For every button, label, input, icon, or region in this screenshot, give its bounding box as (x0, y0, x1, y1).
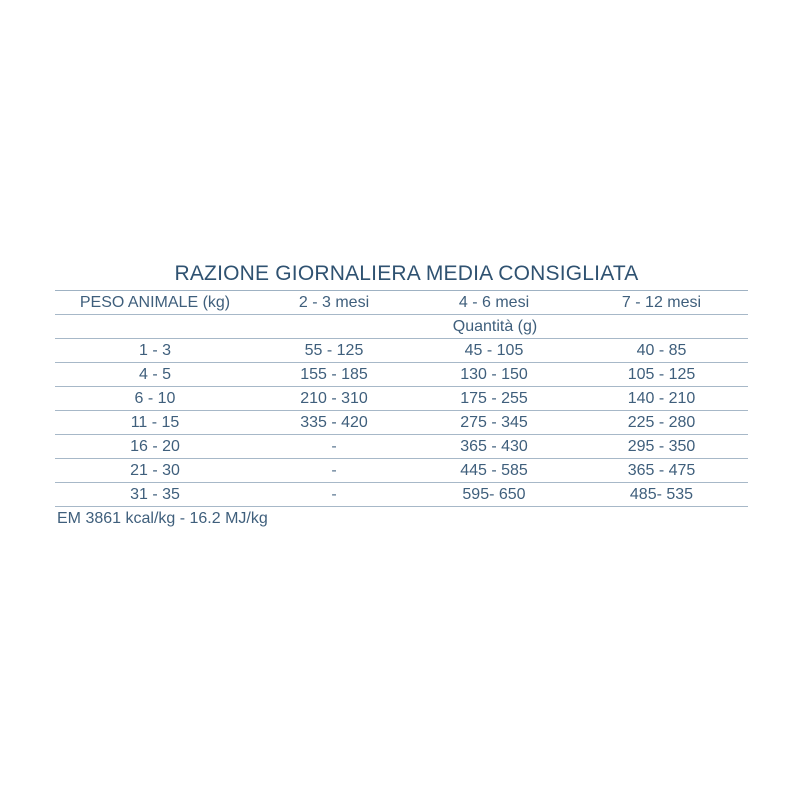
amount-cell: 335 - 420 (255, 411, 413, 435)
amount-cell: 225 - 280 (575, 411, 748, 435)
ration-table (55, 291, 748, 507)
table-row (55, 363, 748, 387)
table-row (55, 387, 748, 411)
header-row (55, 291, 748, 315)
weight-cell: 11 - 15 (55, 411, 255, 435)
quantity-subheader: Quantità (g) (255, 315, 575, 339)
amount-cell: 365 - 430 (413, 435, 575, 459)
amount-cell: 445 - 585 (413, 459, 575, 483)
amount-cell: 275 - 345 (413, 411, 575, 435)
amount-cell: - (255, 435, 413, 459)
amount-cell: 175 - 255 (413, 387, 575, 411)
amount-cell: 40 - 85 (575, 339, 748, 363)
amount-cell: 55 - 125 (255, 339, 413, 363)
weight-cell: 6 - 10 (55, 387, 255, 411)
energy-footnote: EM 3861 kcal/kg - 16.2 MJ/kg (57, 510, 268, 527)
amount-cell: 210 - 310 (255, 387, 413, 411)
subheader-row (55, 315, 748, 339)
amount-cell: - (255, 483, 413, 507)
amount-cell: 485- 535 (575, 483, 748, 507)
weight-cell: 31 - 35 (55, 483, 255, 507)
table-row (55, 339, 748, 363)
table-row (55, 411, 748, 435)
header-7-12-months: 7 - 12 mesi (575, 291, 748, 315)
table-row (55, 483, 748, 507)
weight-cell: 1 - 3 (55, 339, 255, 363)
header-4-6-months: 4 - 6 mesi (413, 291, 575, 315)
amount-cell: 45 - 105 (413, 339, 575, 363)
amount-cell: 155 - 185 (255, 363, 413, 387)
weight-cell: 16 - 20 (55, 435, 255, 459)
ration-table-section (55, 258, 748, 530)
amount-cell: 105 - 125 (575, 363, 748, 387)
amount-cell: 130 - 150 (413, 363, 575, 387)
table-row (55, 435, 748, 459)
table-title: RAZIONE GIORNALIERA MEDIA CONSIGLIATA (55, 258, 748, 291)
amount-cell: 365 - 475 (575, 459, 748, 483)
header-weight: PESO ANIMALE (kg) (55, 291, 255, 315)
weight-cell: 4 - 5 (55, 363, 255, 387)
amount-cell: 295 - 350 (575, 435, 748, 459)
amount-cell: - (255, 459, 413, 483)
table-row (55, 459, 748, 483)
weight-cell: 21 - 30 (55, 459, 255, 483)
amount-cell: 140 - 210 (575, 387, 748, 411)
header-2-3-months: 2 - 3 mesi (255, 291, 413, 315)
amount-cell: 595- 650 (413, 483, 575, 507)
